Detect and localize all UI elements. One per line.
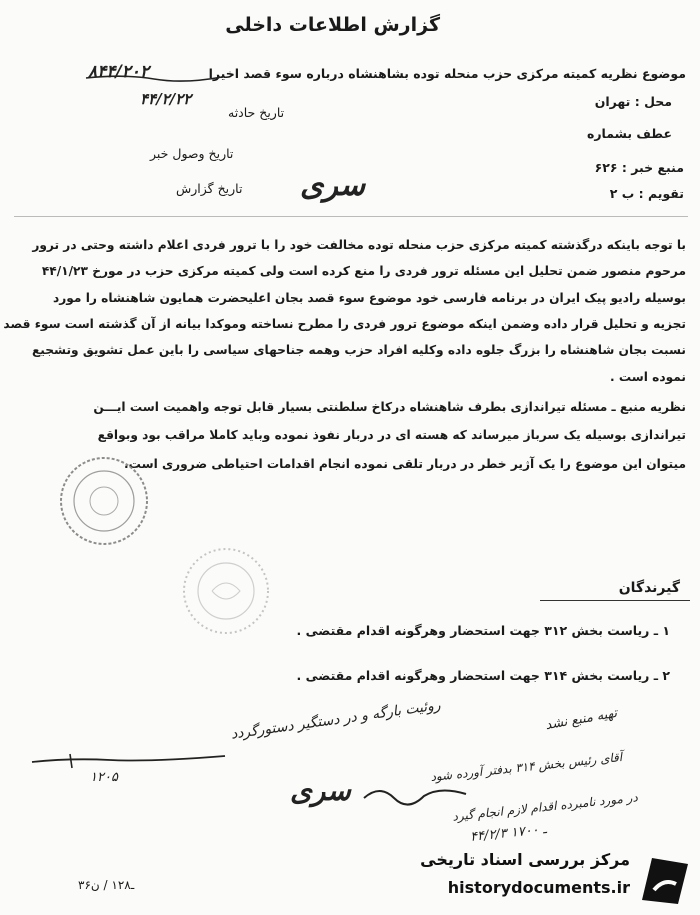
right-handwritten-note: در مورد نامبرده اقدام لازم انجام گیرد [451,790,639,824]
handwritten-date: ۴۴/۲/۳ ـ ۱۷۰۰ [469,822,548,845]
subject-handwritten-number: ۸۴۴/۲۰۲ [88,62,149,82]
strikeout-mark [84,72,224,84]
body-line: نسبت بجان شاهنشاه را بزرگ جلوه داده وکلیه افراد حزب وهمه جناحهای سیاسی را باین عمل تشویق وتشجیع [31,343,686,357]
event-date-value: ۴۴/۲/۲۲ [140,90,192,108]
location-label: محل [644,94,672,109]
archive-logo [408,846,692,910]
source-label: منبع خبر [631,160,684,175]
form-number: ۳۶ـ۱۲۸ / ن [78,878,135,892]
classification-mark: سری [300,168,366,203]
body-line: با توجه باینکه درگذشته کمیته مرکزی حزب منحله توده مخالفت خود را با ترور فردی اعلام داشته وحتی در ترور [32,238,686,252]
receipt-date-label: تاریخ وصول خبر [150,146,234,161]
recipient-item: ۲ ـ ریاست بخش ۳۱۴ جهت استحضار وهرگونه اقدام مقتضی . [296,668,670,683]
subject-line [208,66,686,81]
signature-stroke [30,750,230,770]
body-line: میتوان این موضوع را یک آژیر خطر در دربار تلقی نموده انجام اقدامات احتیاطی ضروری است. [124,457,686,471]
right-handwritten-note: آقای رئیس بخش ۳۱۴ بدفتر آورده شود [429,749,623,785]
location-field: محل : تهران [594,94,672,109]
source-value: ۶۲۶ [594,160,618,175]
calendar-label: تقویم [647,186,684,201]
official-seal-stamp [58,455,150,547]
center-handwritten-note: تهیه منبع نشد [544,705,619,734]
left-handwritten-note: روئیت بارگه و در دستگیر دستورگردد [229,697,442,743]
divider [14,216,688,217]
reference-label: عطف بشماره [586,126,672,141]
event-date-label: تاریخ حادثه [228,105,285,120]
body-line: نظریه منبع ـ مسئله تیراندازی بطرف شاهنشاه درکاخ سلطنتی بسیار قابل توجه واهمیت است ایـــن [93,400,686,414]
location-value: تهران [594,94,631,109]
classification-mark-repeat: سری [290,774,351,807]
calendar-value: ب ۲ [609,186,635,201]
recipient-item: ۱ ـ ریاست بخش ۳۱۲ جهت استحضار وهرگونه اقدام مقتضی . [296,623,670,638]
document-title: گزارش اطلاعات داخلی [225,14,440,36]
body-line: مرحوم منصور ضمن تحلیل این مسئله ترور فردی را منع کرده است ولی کمیته مرکزی حزب در مورخ ۴۴/۱/۲۳ [41,264,686,278]
subject-value: نظریه کمیته مرکزی حزب منحله توده بشاهنشاه درباره سوء قصد اخیرا [208,66,638,81]
left-handwritten-number: ۱۲۰۵ [90,770,118,785]
subject-label: موضوع [641,66,686,81]
heading-underline [540,600,690,601]
scribble-signature [360,780,470,810]
body-line: نموده است . [609,370,686,384]
source-field: منبع خبر : ۶۲۶ [594,160,684,175]
archive-url: historydocuments.ir [447,878,630,897]
recipients-heading: گیرندگان [618,580,680,596]
report-date-label: تاریخ گزارش [176,181,243,196]
faded-seal-stamp [180,545,272,637]
body-line: تجزیه و تحلیل قرار داده وضمن اینکه موضوع ترور فردی را مطرح نساخته وموکدا بیانه از آن گذشته است سوء قصد [3,317,686,331]
archive-name: مرکز بررسی اسناد تاریخی [420,850,630,869]
body-line: تیراندازی بوسیله یک سرباز میرساند که هسته ای در دربار نفوذ نموده وباید کاملا مراقب بود وبواقع [97,428,686,442]
calendar-field: تقویم : ب ۲ [609,186,684,201]
body-line: بوسیله رادیو پیک ایران در برنامه فارسی خود موضوع سوء قصد بجان اعلیحضرت همایون شاهنشاه را مورد [53,291,686,305]
archive-emblem-icon [636,850,692,906]
